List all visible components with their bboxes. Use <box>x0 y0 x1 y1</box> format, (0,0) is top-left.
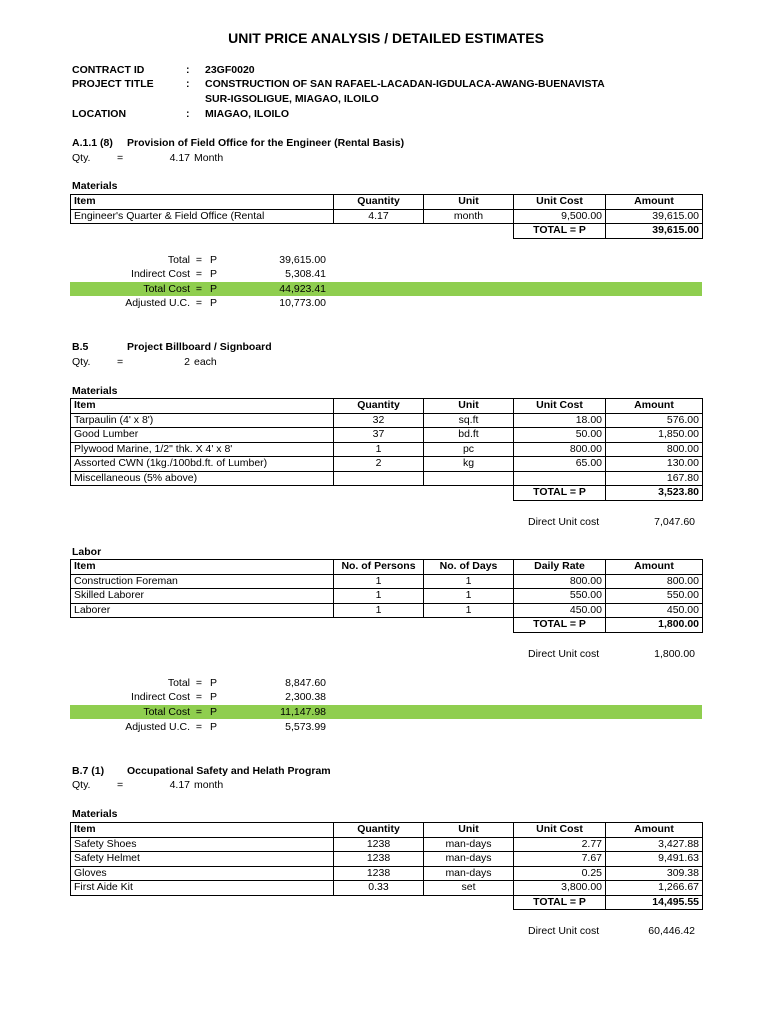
location-label: LOCATION <box>72 108 127 120</box>
cell-unit <box>424 471 514 486</box>
project-title-line1: CONSTRUCTION OF SAN RAFAEL-LACADAN-IGDULACA-AWANG-BUENAVISTA <box>205 78 605 90</box>
summary-label: Adjusted U.C. <box>125 297 190 309</box>
table-row <box>71 428 703 443</box>
col-header: No. of Persons <box>334 560 424 575</box>
col-header: No. of Days <box>424 560 514 575</box>
summary-value: 8,847.60 <box>285 677 326 689</box>
table-row <box>71 442 703 457</box>
summary-currency: P <box>210 254 218 266</box>
cell-unit-cost: 3,800.00 <box>514 881 606 896</box>
cell-amount: 550.00 <box>606 589 703 604</box>
col-header: Amount <box>606 560 703 575</box>
section-code: B.5 <box>72 341 89 353</box>
summary-currency: P <box>210 268 218 280</box>
total-label: TOTAL = P <box>514 618 606 633</box>
cell-unit: set <box>424 881 514 896</box>
total-row <box>71 895 703 910</box>
summary-value: 2,300.38 <box>285 691 326 703</box>
summary-currency: P <box>210 677 218 689</box>
materials-table <box>70 398 703 501</box>
cell-days: 1 <box>424 589 514 604</box>
direct-unit-cost-label: Direct Unit cost <box>528 516 600 528</box>
cell-unit-cost: 9,500.00 <box>514 209 606 224</box>
cell-unit-cost: 2.77 <box>514 837 606 852</box>
table-row <box>71 471 703 486</box>
total-row <box>71 486 703 501</box>
col-header: Unit Cost <box>514 823 606 838</box>
section-description: Project Billboard / Signboard <box>127 341 272 353</box>
cell-persons: 1 <box>334 603 424 618</box>
summary-label: Indirect Cost <box>131 691 190 703</box>
summary-equals: = <box>195 691 203 703</box>
total-value: 1,800.00 <box>606 618 703 633</box>
cell-quantity: 1238 <box>334 866 424 881</box>
cell-item: Construction Foreman <box>71 574 334 589</box>
colon: : <box>186 108 190 120</box>
qty-unit: Month <box>194 152 224 164</box>
cell-unit: man-days <box>424 852 514 867</box>
direct-unit-cost-value: 1,800.00 <box>654 648 695 660</box>
direct-unit-cost-value: 7,047.60 <box>654 516 695 528</box>
summary-label: Total Cost <box>143 283 190 295</box>
direct-unit-cost-label: Direct Unit cost <box>528 648 600 660</box>
cell-quantity: 2 <box>334 457 424 472</box>
cell-quantity: 1238 <box>334 837 424 852</box>
summary-equals: = <box>195 721 203 733</box>
cell-unit-cost: 50.00 <box>514 428 606 443</box>
cell-unit: pc <box>424 442 514 457</box>
qty-label: Qty. <box>72 152 91 164</box>
cell-item: First Aide Kit <box>71 881 334 896</box>
table-header-row <box>71 560 703 575</box>
cell-daily-rate: 800.00 <box>514 574 606 589</box>
cell-daily-rate: 450.00 <box>514 603 606 618</box>
materials-label: Materials <box>72 180 118 192</box>
summary-equals: = <box>195 283 203 295</box>
materials-label: Materials <box>72 808 118 820</box>
col-header: Unit <box>424 399 514 414</box>
colon: : <box>186 78 190 90</box>
cell-unit: bd.ft <box>424 428 514 443</box>
cell-unit-cost: 800.00 <box>514 442 606 457</box>
cell-quantity <box>334 471 424 486</box>
summary-value: 11,147.98 <box>280 706 326 718</box>
col-header: Quantity <box>334 823 424 838</box>
summary-currency: P <box>210 691 218 703</box>
summary-equals: = <box>195 268 203 280</box>
table-header-row <box>71 195 703 210</box>
qty-label: Qty. <box>72 356 91 368</box>
location-value: MIAGAO, ILOILO <box>205 108 289 120</box>
cell-amount: 130.00 <box>606 457 703 472</box>
cell-unit: man-days <box>424 866 514 881</box>
col-header: Unit <box>424 823 514 838</box>
cell-amount: 800.00 <box>606 442 703 457</box>
summary-label: Total <box>167 677 190 689</box>
cell-item: Safety Shoes <box>71 837 334 852</box>
cell-amount: 450.00 <box>606 603 703 618</box>
colon: : <box>186 64 190 76</box>
table-row <box>71 574 703 589</box>
direct-unit-cost-label: Direct Unit cost <box>528 925 600 937</box>
cell-unit: sq.ft <box>424 413 514 428</box>
table-header-row <box>71 399 703 414</box>
qty-value: 4.17 <box>169 779 190 791</box>
cell-quantity: 1238 <box>334 852 424 867</box>
table-row <box>71 603 703 618</box>
contract-id-label: CONTRACT ID <box>72 64 145 76</box>
cell-amount: 9,491.63 <box>606 852 703 867</box>
col-header: Item <box>71 399 334 414</box>
page-title: UNIT PRICE ANALYSIS / DETAILED ESTIMATES <box>228 30 544 46</box>
qty-unit: each <box>194 356 217 368</box>
cell-quantity: 37 <box>334 428 424 443</box>
qty-value: 2 <box>184 356 190 368</box>
summary-value: 44,923.41 <box>279 283 326 295</box>
col-header: Unit Cost <box>514 195 606 210</box>
cell-item: Tarpaulin (4' x 8') <box>71 413 334 428</box>
labor-label: Labor <box>72 546 102 558</box>
total-row <box>71 618 703 633</box>
section-code: B.7 (1) <box>72 765 105 777</box>
cell-persons: 1 <box>334 589 424 604</box>
cell-unit-cost: 18.00 <box>514 413 606 428</box>
summary-equals: = <box>195 297 203 309</box>
summary-label: Indirect Cost <box>131 268 190 280</box>
summary-equals: = <box>195 254 203 266</box>
col-header: Quantity <box>334 399 424 414</box>
project-title-line2: SUR-IGSOLIGUE, MIAGAO, ILOILO <box>205 93 379 105</box>
col-header: Amount <box>606 195 703 210</box>
cell-amount: 1,266.67 <box>606 881 703 896</box>
summary-currency: P <box>210 297 218 309</box>
summary-value: 39,615.00 <box>279 254 326 266</box>
qty-value: 4.17 <box>169 152 190 164</box>
col-header: Item <box>71 823 334 838</box>
cell-item: Laborer <box>71 603 334 618</box>
cell-item: Plywood Marine, 1/2" thk. X 4' x 8' <box>71 442 334 457</box>
summary-equals: = <box>195 677 203 689</box>
summary-label: Adjusted U.C. <box>125 721 190 733</box>
cell-item: Good Lumber <box>71 428 334 443</box>
cell-unit: kg <box>424 457 514 472</box>
total-value: 14,495.55 <box>606 895 703 910</box>
cell-amount: 800.00 <box>606 574 703 589</box>
summary-currency: P <box>210 721 218 733</box>
col-header: Daily Rate <box>514 560 606 575</box>
cell-amount: 167.80 <box>606 471 703 486</box>
total-value: 3,523.80 <box>606 486 703 501</box>
cell-item: Skilled Laborer <box>71 589 334 604</box>
cell-item: Gloves <box>71 866 334 881</box>
cell-unit-cost: 7.67 <box>514 852 606 867</box>
total-label: TOTAL = P <box>514 224 606 239</box>
qty-unit: month <box>194 779 224 791</box>
section-description: Provision of Field Office for the Engineer (Rental Basis) <box>127 137 405 149</box>
cell-unit: man-days <box>424 837 514 852</box>
col-header: Unit <box>424 195 514 210</box>
cell-item: Safety Helmet <box>71 852 334 867</box>
col-header: Unit Cost <box>514 399 606 414</box>
table-row <box>71 209 703 224</box>
summary-value: 5,573.99 <box>285 721 326 733</box>
labor-table <box>70 559 703 633</box>
table-row <box>71 589 703 604</box>
cell-amount: 576.00 <box>606 413 703 428</box>
cell-persons: 1 <box>334 574 424 589</box>
contract-id-value: 23GF0020 <box>205 64 255 76</box>
summary-label: Total Cost <box>143 706 190 718</box>
cell-quantity: 1 <box>334 442 424 457</box>
cell-item: Engineer's Quarter & Field Office (Rental <box>71 209 334 224</box>
materials-table <box>70 822 703 910</box>
cell-quantity: 32 <box>334 413 424 428</box>
cell-daily-rate: 550.00 <box>514 589 606 604</box>
section-description: Occupational Safety and Helath Program <box>127 765 331 777</box>
qty-label: Qty. <box>72 779 91 791</box>
direct-unit-cost-value: 60,446.42 <box>648 925 695 937</box>
cell-amount: 309.38 <box>606 866 703 881</box>
section-code: A.1.1 (8) <box>72 137 113 149</box>
materials-label: Materials <box>72 385 118 397</box>
cell-quantity: 0.33 <box>334 881 424 896</box>
summary-label: Total <box>167 254 190 266</box>
cell-amount: 1,850.00 <box>606 428 703 443</box>
project-title-label: PROJECT TITLE <box>72 78 154 90</box>
qty-equals: = <box>117 356 124 368</box>
table-row <box>71 457 703 472</box>
cell-days: 1 <box>424 574 514 589</box>
cell-unit-cost <box>514 471 606 486</box>
table-row <box>71 413 703 428</box>
cell-unit-cost: 65.00 <box>514 457 606 472</box>
summary-currency: P <box>210 283 218 295</box>
col-header: Quantity <box>334 195 424 210</box>
cell-days: 1 <box>424 603 514 618</box>
table-row <box>71 866 703 881</box>
table-row <box>71 881 703 896</box>
total-row <box>71 224 703 239</box>
cell-item: Miscellaneous (5% above) <box>71 471 334 486</box>
col-header: Amount <box>606 823 703 838</box>
cell-unit-cost: 0.25 <box>514 866 606 881</box>
summary-value: 10,773.00 <box>279 297 326 309</box>
table-header-row <box>71 823 703 838</box>
summary-currency: P <box>210 706 218 718</box>
col-header: Amount <box>606 399 703 414</box>
cell-item: Assorted CWN (1kg./100bd.ft. of Lumber) <box>71 457 334 472</box>
cell-unit: month <box>424 209 514 224</box>
col-header: Item <box>71 195 334 210</box>
materials-table <box>70 194 703 239</box>
cell-amount: 3,427.88 <box>606 837 703 852</box>
total-label: TOTAL = P <box>514 486 606 501</box>
cell-amount: 39,615.00 <box>606 209 703 224</box>
col-header: Item <box>71 560 334 575</box>
summary-value: 5,308.41 <box>285 268 326 280</box>
table-row <box>71 837 703 852</box>
total-value: 39,615.00 <box>606 224 703 239</box>
summary-equals: = <box>195 706 203 718</box>
total-label: TOTAL = P <box>514 895 606 910</box>
qty-equals: = <box>117 152 124 164</box>
cell-quantity: 4.17 <box>334 209 424 224</box>
table-row <box>71 852 703 867</box>
qty-equals: = <box>117 779 124 791</box>
